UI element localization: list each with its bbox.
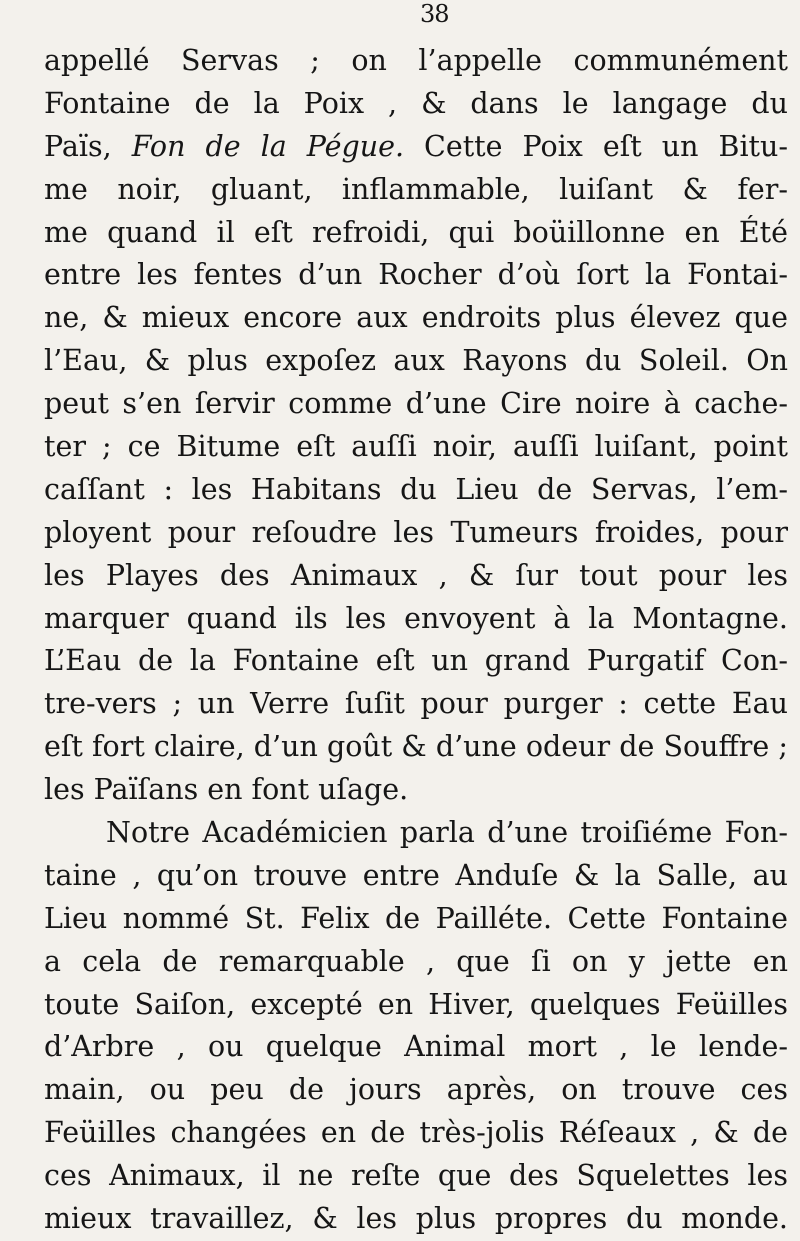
- text-line: tre-vers ; un Verre ſuſit pour purger : cette Eau: [44, 687, 788, 721]
- text-line: les Playes des Animaux , & ſur tout pour les: [44, 558, 788, 592]
- text-line: marquer quand ils les envoyent à la Montagne.: [44, 601, 788, 635]
- text-segment: Cette Poix eſt un Bitu-: [404, 129, 788, 163]
- text-segment: Païs,: [44, 129, 132, 163]
- text-line: l’Eau, & plus expoſez aux Rayons du Soleil. On: [44, 344, 788, 378]
- body-text: [44, 40, 788, 1241]
- italic-place-name: Fon de la Pégue.: [131, 129, 405, 163]
- text-line: me quand il eſt refroidi, qui boüillonne en Été: [44, 215, 788, 249]
- text-line: me noir, gluant, inflammable, luiſant & fer-: [44, 172, 788, 206]
- text-line: ployent pour reſoudre les Tumeurs froides, pour: [44, 515, 788, 549]
- text-line: Fontaine de la Poix , & dans le langage du: [44, 86, 788, 120]
- text-line: Notre Académicien parla d’une troiſiéme Fon-: [106, 816, 788, 850]
- text-line: Lieu nommé St. Felix de Pailléte. Cette Fontaine: [44, 901, 788, 935]
- text-line: toute Saiſon, excepté en Hiver, quelques Feüilles: [44, 987, 788, 1021]
- text-line: a cela de remarquable , que ſi on y jette en: [44, 944, 788, 978]
- text-line: les Païſans en font uſage.: [44, 773, 409, 807]
- text-line: ter ; ce Bitume eſt auſſi noir, auſſi luiſant, point: [44, 430, 788, 464]
- text-line: L’Eau de la Fontaine eſt un grand Purgatif Con-: [44, 644, 788, 678]
- text-line: caſſant : les Habitans du Lieu de Servas, l’em-: [44, 472, 788, 506]
- text-line: eſt fort claire, d’un goût & d’une odeur de Souffre ;: [44, 730, 788, 764]
- text-line: mieux travaillez, & les plus propres du monde.: [44, 1202, 788, 1236]
- text-line: [44, 126, 788, 169]
- text-line: peut s’en ſervir comme d’une Cire noire à cache-: [44, 387, 788, 421]
- text-line: main, ou peu de jours après, on trouve ces: [44, 1073, 788, 1107]
- text-line: ces Animaux, il ne reſte que des Squelettes les: [44, 1159, 788, 1193]
- text-line: entre les fentes d’un Rocher d’où ſort la Fontai-: [44, 258, 788, 292]
- text-line: taine , qu’on trouve entre Anduſe & la Salle, au: [44, 858, 788, 892]
- text-line: appellé Servas ; on l’appelle communément: [44, 44, 788, 77]
- text-line: ne, & mieux encore aux endroits plus élevez que: [44, 301, 788, 335]
- text-line: d’Arbre , ou quelque Animal mort , le lende-: [44, 1030, 788, 1064]
- page-number: 38: [420, 0, 449, 28]
- text-line: Feüilles changées en de très-jolis Réſeaux , & de: [44, 1116, 788, 1150]
